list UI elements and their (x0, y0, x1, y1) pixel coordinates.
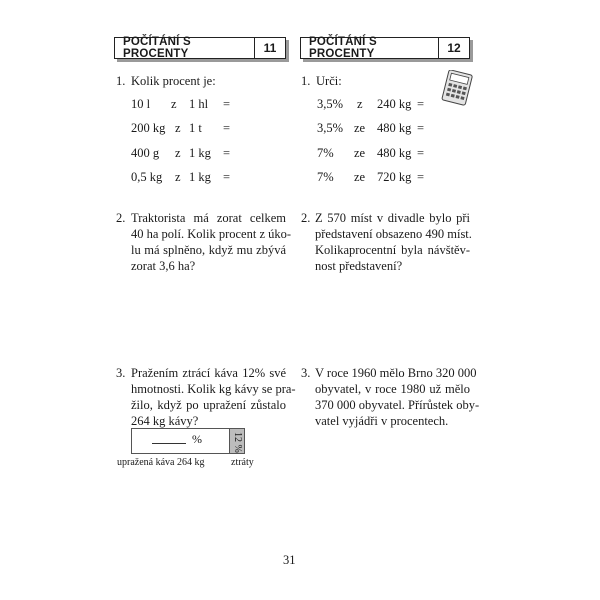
row-equals: = (417, 146, 425, 160)
right-task1-prompt: Urči: (316, 74, 342, 88)
text-line: představení obsazeno 490 míst. (315, 227, 472, 241)
header-right-number: 12 (438, 38, 469, 58)
row-value: 200 kg (131, 121, 166, 135)
row-base: 240 kg (377, 97, 412, 111)
row-z: z (171, 97, 177, 111)
text-line: 264 kg kávy? (131, 414, 199, 428)
row-base: 1 kg (189, 170, 211, 184)
row-percent: 7% (317, 146, 334, 160)
row-percent: 3,5% (317, 121, 344, 135)
loss-segment (229, 429, 244, 453)
row-z: ze (354, 146, 366, 160)
row-base: 1 hl (189, 97, 209, 111)
left-task3-number: 3. (116, 366, 126, 380)
row-equals: = (417, 97, 425, 111)
calculator-icon (437, 70, 477, 106)
text-line: zorat 3,6 ha? (131, 259, 196, 273)
row-equals: = (223, 146, 231, 160)
loss-label: 12 % (232, 432, 243, 453)
row-equals: = (417, 170, 425, 184)
right-task1-number: 1. (301, 74, 311, 88)
header-left-title: POČÍTÁNÍ S PROCENTY (123, 36, 191, 60)
row-equals: = (223, 170, 231, 184)
right-task3-number: 3. (301, 366, 311, 380)
text-line: hmotnosti. Kolik kg kávy se pra- (131, 382, 296, 396)
row-z: ze (354, 121, 366, 135)
left-task2-number: 2. (116, 211, 126, 225)
text-line: V roce 1960 mělo Brno 320 000 (315, 366, 477, 380)
left-task3-text (131, 365, 296, 429)
text-line: Z 570 míst v divadle bylo při (315, 211, 470, 225)
row-z: z (175, 121, 181, 135)
answer-box[interactable] (131, 428, 245, 454)
row-base: 1 t (189, 121, 202, 135)
answer-blank[interactable] (152, 443, 186, 444)
right-task3-text (315, 365, 480, 429)
row-equals: = (223, 121, 231, 135)
header-left (114, 37, 286, 59)
left-task1-prompt: Kolik procent je: (131, 74, 216, 88)
text-line: obyvatel, v roce 1980 už mělo (315, 382, 470, 396)
row-base: 480 kg (377, 121, 412, 135)
text-line: Pražením ztrácí káva 12% své (131, 366, 286, 380)
header-left-number: 11 (254, 38, 285, 58)
row-base: 1 kg (189, 146, 211, 160)
row-value: 400 g (131, 146, 160, 160)
caption-roasted: upražená káva 264 kg (117, 457, 205, 468)
header-right (300, 37, 470, 59)
left-task2-text (131, 210, 292, 274)
text-line: 40 ha polí. Kolik procent z úko- (131, 227, 292, 241)
row-base: 480 kg (377, 146, 412, 160)
right-task2-text (315, 210, 470, 274)
text-line: nost představení? (315, 259, 403, 273)
row-equals: = (417, 121, 425, 135)
header-right-title: POČÍTÁNÍ S PROCENTY (309, 36, 377, 60)
row-equals: = (223, 97, 231, 111)
left-task1-number: 1. (116, 74, 126, 88)
page-number: 31 (283, 553, 296, 567)
text-line: Traktorista má zorat celkem (131, 211, 286, 225)
row-base: 720 kg (377, 170, 412, 184)
text-line: lu má splněno, když mu zbývá (131, 243, 286, 257)
text-line: vatel vyjádři v procentech. (315, 414, 449, 428)
row-z: z (357, 97, 363, 111)
row-value: 10 l (131, 97, 151, 111)
row-percent: 7% (317, 170, 334, 184)
row-value: 0,5 kg (131, 170, 163, 184)
row-z: ze (354, 170, 366, 184)
right-task2-number: 2. (301, 211, 311, 225)
text-line: 370 000 obyvatel. Přírůstek oby- (315, 398, 480, 412)
caption-loss: ztráty (231, 457, 254, 468)
text-line: Kolikaprocentní byla návštěv- (315, 243, 470, 257)
text-line: žilo, když po upražení zůstalo (131, 398, 286, 412)
row-percent: 3,5% (317, 97, 344, 111)
answer-percent-sign: % (192, 432, 202, 446)
row-z: z (175, 170, 181, 184)
row-z: z (175, 146, 181, 160)
